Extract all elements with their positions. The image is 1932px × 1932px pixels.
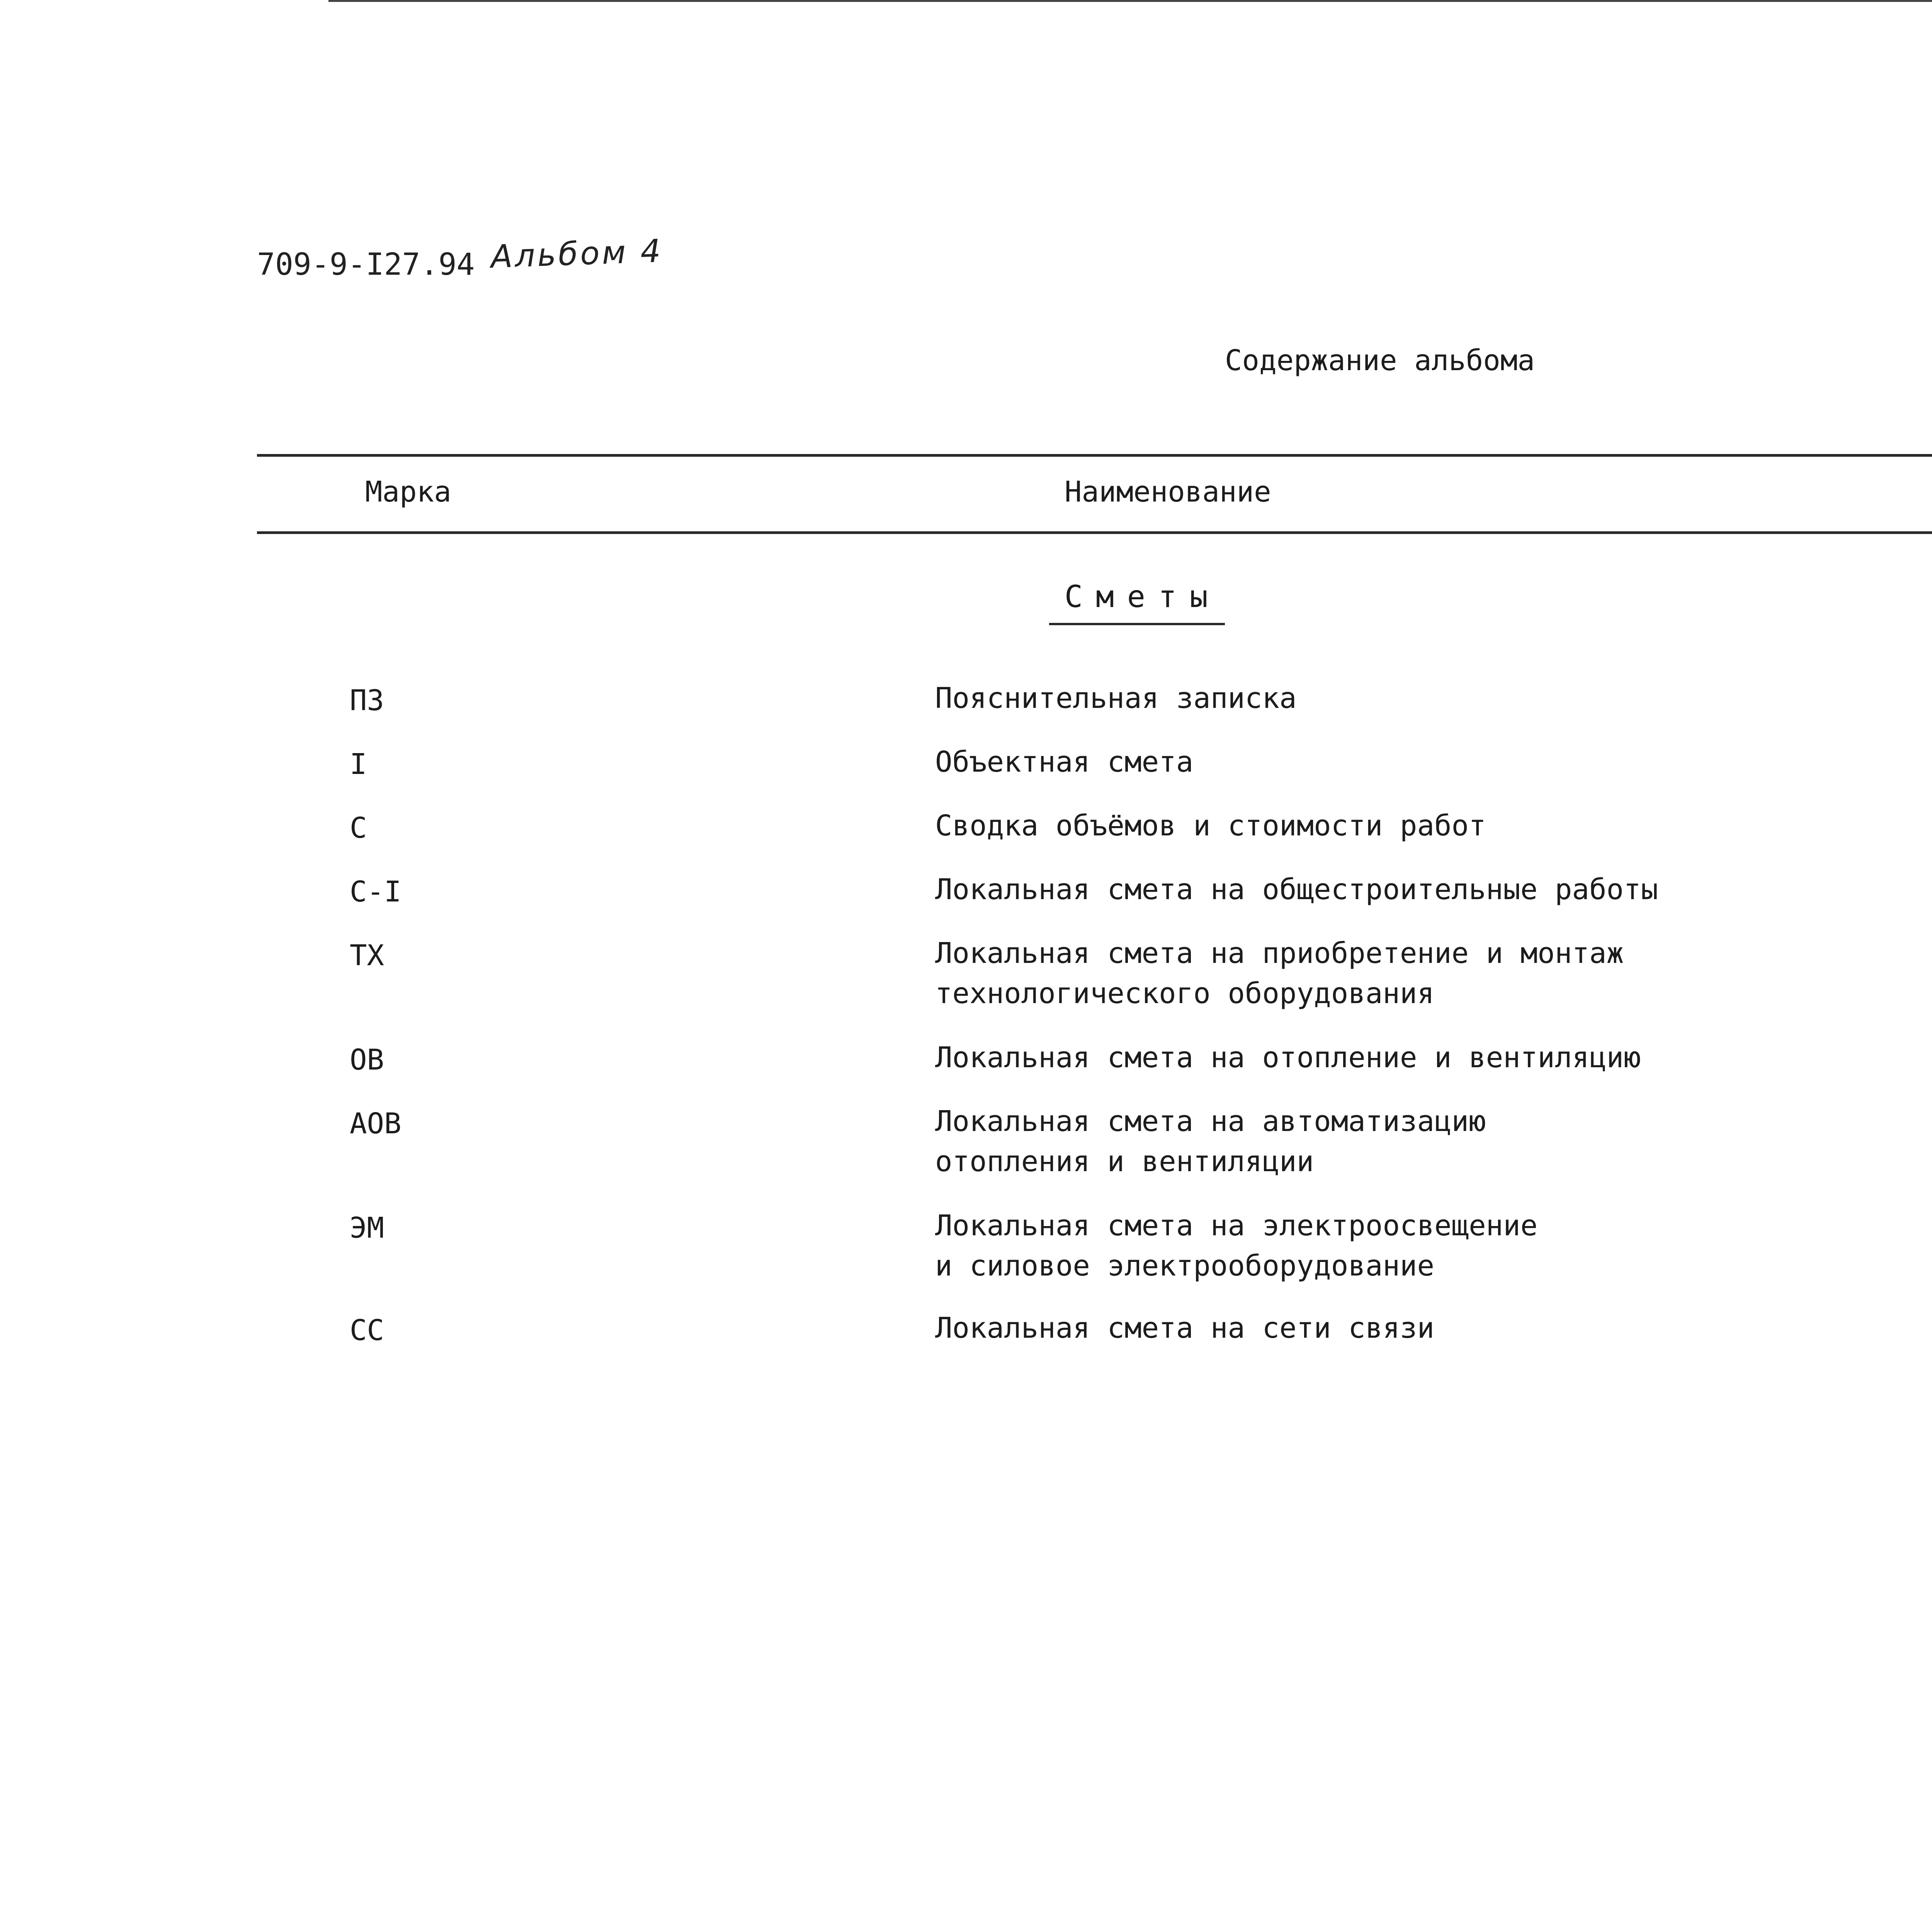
- column-header-name: Наименование: [1065, 475, 1271, 509]
- table-header-rule: [257, 531, 1932, 534]
- row-name: Локальная смета на электроосвещение: [935, 1209, 1538, 1242]
- row-name-continuation: и силовое электрооборудование: [935, 1249, 1435, 1282]
- row-mark: ЭМ: [350, 1211, 384, 1245]
- album-label: Альбом 4: [490, 233, 664, 276]
- row-name: Локальная смета на автоматизацию: [935, 1105, 1486, 1138]
- row-name: Локальная смета на общестроительные работы: [935, 873, 1658, 906]
- top-border-line: [328, 0, 1932, 2]
- row-name-continuation: отопления и вентиляции: [935, 1145, 1314, 1178]
- row-name: Локальная смета на приобретение и монтаж: [935, 937, 1624, 970]
- row-mark: ОВ: [350, 1043, 384, 1077]
- row-name: Пояснительная записка: [935, 682, 1297, 715]
- row-mark: С-I: [350, 875, 401, 908]
- row-mark: АОВ: [350, 1107, 401, 1140]
- row-mark: СС: [350, 1314, 384, 1347]
- row-name-continuation: технологического оборудования: [935, 977, 1435, 1010]
- document-code: 709-9-I27.94: [257, 247, 475, 282]
- row-mark: С: [350, 811, 367, 845]
- row-name: Локальная смета на сети связи: [935, 1311, 1435, 1345]
- row-mark: ТХ: [350, 939, 384, 972]
- column-header-mark: Марка: [365, 475, 451, 509]
- row-mark: ПЗ: [350, 684, 384, 717]
- page-title: Содержание альбома: [1225, 344, 1535, 377]
- table-top-rule: [257, 454, 1932, 457]
- row-name: Локальная смета на отопление и вентиляцию: [935, 1041, 1641, 1074]
- row-name: Объектная смета: [935, 745, 1194, 779]
- row-name: Сводка объёмов и стоимости работ: [935, 809, 1486, 842]
- section-underline: [1049, 623, 1225, 625]
- row-mark: I: [350, 748, 367, 781]
- section-title: Сметы: [1065, 580, 1221, 614]
